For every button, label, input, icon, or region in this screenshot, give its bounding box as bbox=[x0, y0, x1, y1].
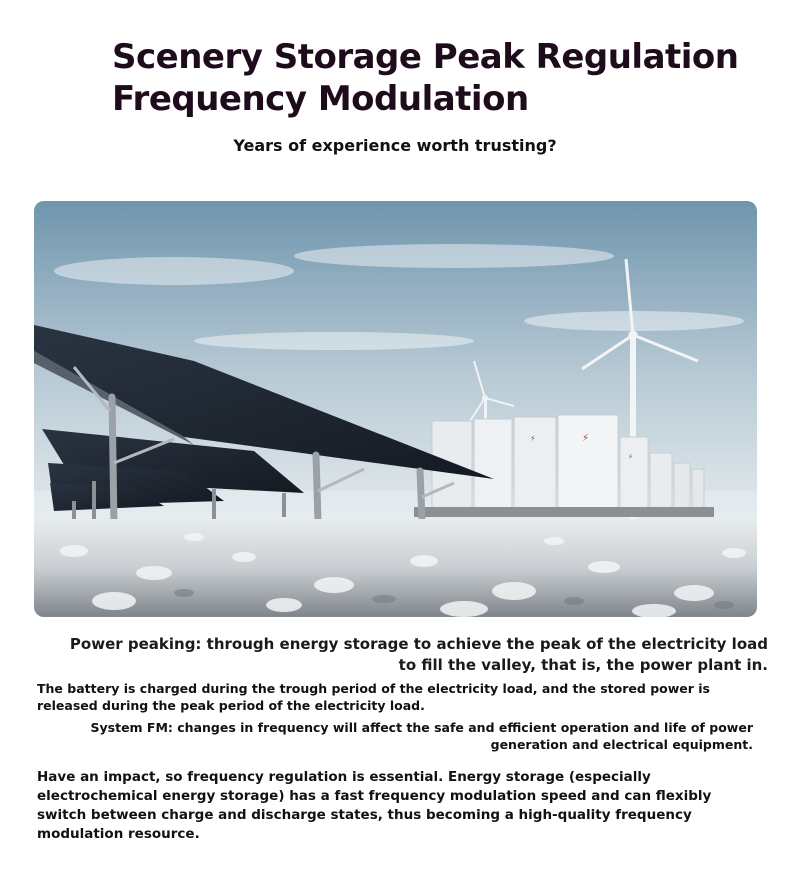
energy-storage-scene bbox=[34, 201, 757, 617]
frequency-modulation-paragraph: System FM: changes in frequency will affect the safe and efficient operation and life of power generation and electrical equipment. bbox=[90, 720, 753, 752]
svg-text:⚡: ⚡ bbox=[628, 453, 633, 461]
svg-text:⚡: ⚡ bbox=[530, 434, 536, 443]
page-title: Scenery Storage Peak Regulation Frequency Modulation bbox=[112, 37, 739, 119]
hero-image bbox=[34, 201, 757, 617]
impact-paragraph: Have an impact, so frequency regulation is essential. Energy storage (especially electrochemical energy storage) has a fast frequency modulation speed and can flexibly switch between charge and discharge states, thus becoming a high-quality frequency modulation resource. bbox=[37, 769, 712, 842]
battery-paragraph: The battery is charged during the trough period of the electricity load, and the stored power is released during the peak period of the electricity load. bbox=[37, 681, 710, 713]
page-subtitle: Years of experience worth trusting? bbox=[233, 136, 557, 155]
peak-regulation-paragraph: Power peaking: through energy storage to achieve the peak of the electricity load to fill the valley, that is, the power plant in. bbox=[69, 635, 768, 674]
svg-text:⚡: ⚡ bbox=[582, 433, 590, 444]
